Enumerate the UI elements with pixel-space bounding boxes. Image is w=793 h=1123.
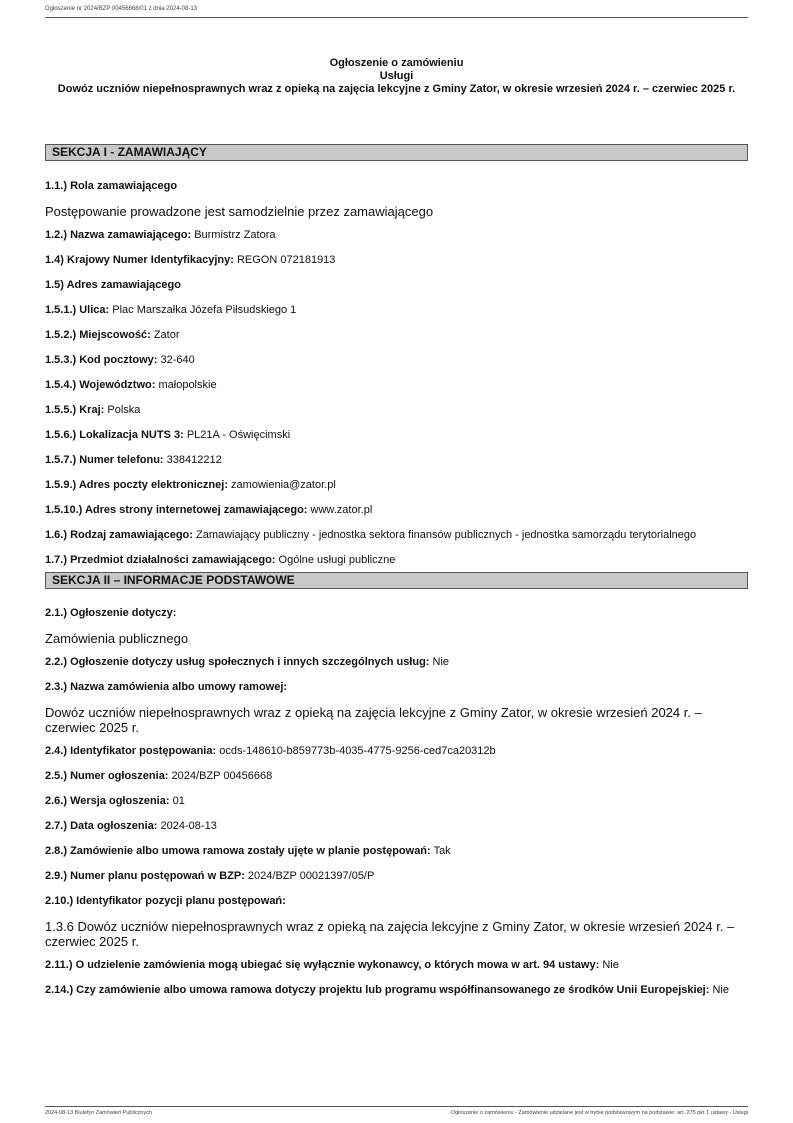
field-2-8 [45,845,748,858]
field-label: 1.5.1.) Ulica: [45,304,110,316]
field-1-5-9 [45,479,748,492]
page-footer [45,1106,748,1116]
field-1-1-value: Postępowanie prowadzone jest samodzielnie przez zamawiającego [45,204,434,219]
title-line-2: Usługi [379,70,414,82]
field-value: 338412212 [166,454,222,466]
field-1-5-10 [45,504,748,517]
field-2-9 [45,870,748,883]
title-line-1: Ogłoszenie o zamówieniu [329,57,464,69]
field-2-5 [45,770,748,783]
field-2-1 [45,607,748,620]
field-value: www.zator.pl [310,504,373,516]
field-value: Burmistrz Zatora [194,229,276,241]
title-line-3: Dowóz uczniów niepełnosprawnych wraz z opieką na zajęcia lekcyjne z Gminy Zator, w okresie wrzesień 2024 r. – czerwiec 2025 r. [57,83,736,95]
field-1-5 [45,279,748,292]
field-1-5-1 [45,304,748,317]
field-2-10-value: 1.3.6 Dowóz uczniów niepełnosprawnych wraz z opieką na zajęcia lekcyjne z Gminy Zator, w okresie wrzesień 2024 r. – czerwiec 2025 r. [45,919,735,949]
field-2-6 [45,795,748,808]
field-1-5-5 [45,404,748,417]
field-label: 2.4.) Identyfikator postępowania: [45,745,217,757]
footer-left: 2024-08-13 Biuletyn Zamówień Publicznych [45,1110,153,1116]
field-label: 1.7.) Przedmiot działalności zamawiającego: [45,554,276,566]
field-value: Plac Marszałka Józefa Piłsudskiego 1 [112,304,297,316]
field-label: 1.5.9.) Adres poczty elektronicznej: [45,479,228,491]
field-label: 2.8.) Zamówienie albo umowa ramowa zostały ujęte w planie postępowań: [45,845,431,857]
field-value: ocds-148610-b859773b-4035-4775-9256-ced7ca20312b [219,745,496,757]
field-label: 2.14.) Czy zamówienie albo umowa ramowa dotyczy projektu lub programu współfinansowanego ze środków Unii Europejskiej: [45,984,710,996]
field-label: 2.5.) Numer ogłoszenia: [45,770,169,782]
field-label: 2.2.) Ogłoszenie dotyczy usług społecznych i innych szczególnych usług: [45,656,430,668]
field-label: 1.5.10.) Adres strony internetowej zamawiającego: [45,504,308,516]
field-label: 1.1.) Rola zamawiającego [45,180,178,192]
field-2-3-value: Dowóz uczniów niepełnosprawnych wraz z opieką na zajęcia lekcyjne z Gminy Zator, w okresie wrzesień 2024 r. – czerwiec 2025 r. [45,705,702,735]
field-value: 01 [172,795,185,807]
field-label: 2.7.) Data ogłoszenia: [45,820,158,832]
document-title [45,57,748,96]
field-label: 2.1.) Ogłoszenie dotyczy: [45,607,177,619]
field-2-3 [45,681,748,694]
field-label: 1.4) Krajowy Numer Identyfikacyjny: [45,254,234,266]
field-label: 2.6.) Wersja ogłoszenia: [45,795,170,807]
field-label: 1.6.) Rodzaj zamawiającego: [45,529,193,541]
field-2-11 [45,959,748,972]
field-2-4 [45,745,748,758]
field-1-4 [45,254,748,267]
document-content [45,144,748,997]
field-2-10 [45,895,748,908]
field-value: Nie [712,984,729,996]
field-label: 1.5.3.) Kod pocztowy: [45,354,158,366]
field-value: 2024/BZP 00021397/05/P [247,870,375,882]
footer-right: Ogłoszenie o zamówieniu - Zamówienie udzielane jest w trybie podstawowym na podstawie: art. 275 pkt 1 ustawy - Usługi [450,1110,748,1116]
field-label: 1.5.2.) Miejscowość: [45,329,151,341]
field-value: 32-640 [160,354,195,366]
field-label: 1.2.) Nazwa zamawiającego: [45,229,192,241]
field-1-5-7 [45,454,748,467]
field-2-2 [45,656,748,669]
field-value: REGON 072181913 [236,254,336,266]
field-value: małopolskie [158,379,217,391]
field-value: zamowienia@zator.pl [231,479,336,491]
field-2-14 [45,984,748,997]
field-1-7 [45,554,748,567]
field-value: Zamawiający publiczny - jednostka sektora finansów publicznych - jednostka samorządu terytorialnego [196,529,697,541]
field-label: 2.9.) Numer planu postępowań w BZP: [45,870,245,882]
field-value: Tak [433,845,451,857]
field-value: 2024-08-13 [160,820,217,832]
field-value: 2024/BZP 00456668 [171,770,273,782]
section-2-heading: SEKCJA II – INFORMACJE PODSTAWOWE [45,572,748,589]
field-value: Nie [432,656,450,668]
field-label: 2.10.) Identyfikator pozycji planu postępowań: [45,895,286,907]
field-value: Ogólne usługi publiczne [278,554,396,566]
field-1-5-2 [45,329,748,342]
field-1-5-3 [45,354,748,367]
field-1-5-4 [45,379,748,392]
page-header: Ogłoszenie nr 2024/BZP 00456668/01 z dnia 2024-08-13 [45,6,748,18]
field-label: 1.5.6.) Lokalizacja NUTS 3: [45,429,184,441]
field-value: Zator [153,329,180,341]
field-1-5-6 [45,429,748,442]
field-label: 2.11.) O udzielenie zamówienia mogą ubiegać się wyłącznie wykonawcy, o których mowa w art. 94 ustawy: [45,959,600,971]
field-label: 1.5.5.) Kraj: [45,404,105,416]
field-value: Nie [602,959,619,971]
field-value: Polska [107,404,141,416]
field-label: 1.5.7.) Numer telefonu: [45,454,164,466]
field-1-1 [45,180,748,193]
field-1-2 [45,229,748,242]
field-label: 1.5) Adres zamawiającego [45,279,181,291]
field-label: 2.3.) Nazwa zamówienia albo umowy ramowej: [45,681,288,693]
field-value: PL21A - Oświęcimski [186,429,291,441]
field-1-6 [45,529,748,542]
section-1-heading: SEKCJA I - ZAMAWIAJĄCY [45,144,748,161]
field-2-7 [45,820,748,833]
field-2-1-value: Zamówienia publicznego [45,631,189,646]
field-label: 1.5.4.) Województwo: [45,379,156,391]
